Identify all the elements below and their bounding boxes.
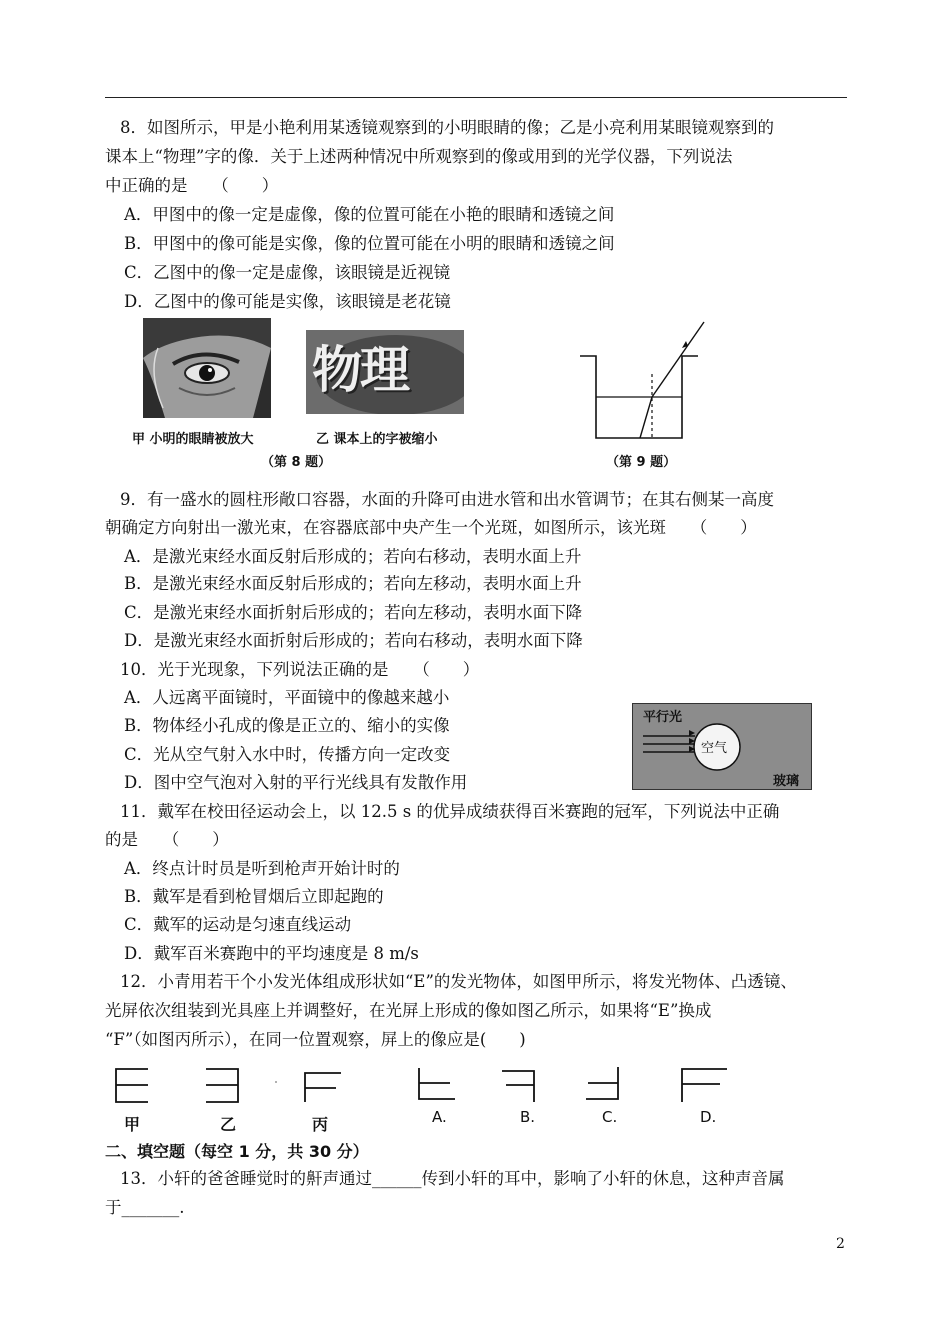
- shape-e-original: [116, 1069, 148, 1102]
- q12-option-c-label: C.: [602, 1108, 618, 1126]
- q8-caption-a: 甲 小明的眼睛被放大: [132, 432, 254, 447]
- q11-option-b: B．戴军是看到枪冒烟后立即起跑的: [124, 887, 384, 906]
- q12-stem-line-1: 12．小青用若干个小发光体组成形状如“E”的发光物体，如图甲所示，将发光物体、凸透镜、: [120, 972, 797, 991]
- q8-text-photo: [306, 330, 464, 414]
- q8-stem-line-1: 8．如图所示，甲是小艳利用某透镜观察到的小明眼睛的像；乙是小亮利用某眼镜观察到的: [120, 118, 774, 137]
- q10-label-glass: 玻璃: [773, 774, 800, 789]
- option-b-shape: [502, 1071, 534, 1102]
- q8-option-c: C．乙图中的像一定是虚像，该眼镜是近视镜: [124, 263, 451, 282]
- q9-option-c: C．是激光束经水面折射后形成的；若向左移动，表明水面下降: [124, 603, 583, 622]
- shape-f-original: [305, 1073, 341, 1102]
- option-d-shape: [682, 1069, 727, 1102]
- laser-beam-refracted: [640, 397, 652, 438]
- q12-option-d-label: D.: [700, 1108, 717, 1126]
- q11-option-a: A．终点计时员是听到枪声开始计时的: [124, 859, 400, 878]
- q12-label-bing: 丙: [312, 1115, 329, 1134]
- q9-stem-line-2: 朝确定方向射出一激光束，在容器底部中央产生一个光斑，如图所示，该光斑 （ ）: [105, 518, 757, 537]
- section-2-title: 二、填空题（每空 1 分，共 30 分）: [105, 1142, 369, 1161]
- q12-option-a-label: A.: [432, 1108, 447, 1126]
- q8-text-photo-chars: 物理: [312, 341, 408, 399]
- q12-option-b-label: B.: [520, 1108, 536, 1126]
- shape-e-image: [206, 1069, 238, 1102]
- q11-option-c: C．戴军的运动是匀速直线运动: [124, 915, 352, 934]
- q8-option-b: B．甲图中的像可能是实像，像的位置可能在小明的眼睛和透镜之间: [124, 234, 615, 253]
- q8-figure-caption: （第 8 题）: [261, 455, 332, 470]
- q12-label-jia: 甲: [124, 1115, 141, 1134]
- q8-eye-photo: [143, 318, 271, 418]
- q9-option-d: D．是激光束经水面折射后形成的；若向右移动，表明水面下降: [124, 631, 583, 650]
- q9-figure-caption: （第 9 题）: [606, 455, 677, 470]
- q8-caption-b: 乙 课本上的字被缩小: [316, 432, 438, 447]
- q9-container-diagram: [570, 318, 710, 443]
- q12-stem-line-3: “F”（如图丙所示），在同一位置观察，屏上的像应是( ): [105, 1030, 526, 1049]
- q9-stem-line-1: 9．有一盛水的圆柱形敞口容器，水面的升降可由进水管和出水管调节；在其右侧某一高度: [120, 490, 774, 509]
- q12-stem-line-2: 光屏依次组装到光具座上并调整好，在光屏上形成的像如图乙所示，如果将“E”换成: [105, 1001, 712, 1020]
- option-c-shape: [586, 1067, 618, 1099]
- q10-label-parallel-light: 平行光: [643, 710, 683, 725]
- q13-stem-line-1: 13．小轩的爸爸睡觉时的鼾声通过______传到小轩的耳中，影响了小轩的休息，这种声音属: [120, 1169, 785, 1188]
- q9-option-b: B．是激光束经水面反射后形成的；若向左移动，表明水面上升: [124, 574, 582, 593]
- header-rule: [105, 97, 847, 98]
- q12-shapes-diagram: [100, 1062, 740, 1112]
- q8-stem-line-2: 课本上“物理”字的像．关于上述两种情况中所观察到的像或用到的光学仪器，下列说法: [105, 147, 733, 166]
- q10-bubble-figure: [632, 703, 812, 790]
- option-a-shape: [419, 1068, 455, 1099]
- q11-stem-line-1: 11．戴军在校田径运动会上，以 12.5 s 的优异成绩获得百米赛跑的冠军，下列说法中正确: [120, 802, 780, 821]
- q8-stem-line-3: 中正确的是 （ ）: [105, 176, 279, 195]
- page-number: 2: [836, 1236, 845, 1252]
- q11-option-d: D．戴军百米赛跑中的平均速度是 8 m/s: [124, 944, 419, 963]
- q10-stem: 10．光于光现象，下列说法正确的是 （ ）: [120, 660, 480, 679]
- q10-option-a: A．人远离平面镜时，平面镜中的像越来越小: [124, 688, 450, 707]
- q8-option-a: A．甲图中的像一定是虚像，像的位置可能在小艳的眼睛和透镜之间: [124, 205, 615, 224]
- q10-label-air: 空气: [701, 741, 728, 756]
- laser-beam-incident: [652, 322, 704, 397]
- q12-label-yi: 乙: [220, 1115, 237, 1134]
- q10-option-d: D．图中空气泡对入射的平行光线具有发散作用: [124, 773, 468, 792]
- q11-stem-line-2: 的是 （ ）: [105, 830, 229, 849]
- q8-option-d: D．乙图中的像可能是实像，该眼镜是老花镜: [124, 292, 451, 311]
- q13-stem-line-2: 于_______.: [105, 1198, 185, 1217]
- q10-option-b: B．物体经小孔成的像是正立的、缩小的实像: [124, 716, 450, 735]
- q10-option-c: C．光从空气射入水中时，传播方向一定改变: [124, 745, 451, 764]
- q9-option-a: A．是激光束经水面反射后形成的；若向右移动，表明水面上升: [124, 547, 582, 566]
